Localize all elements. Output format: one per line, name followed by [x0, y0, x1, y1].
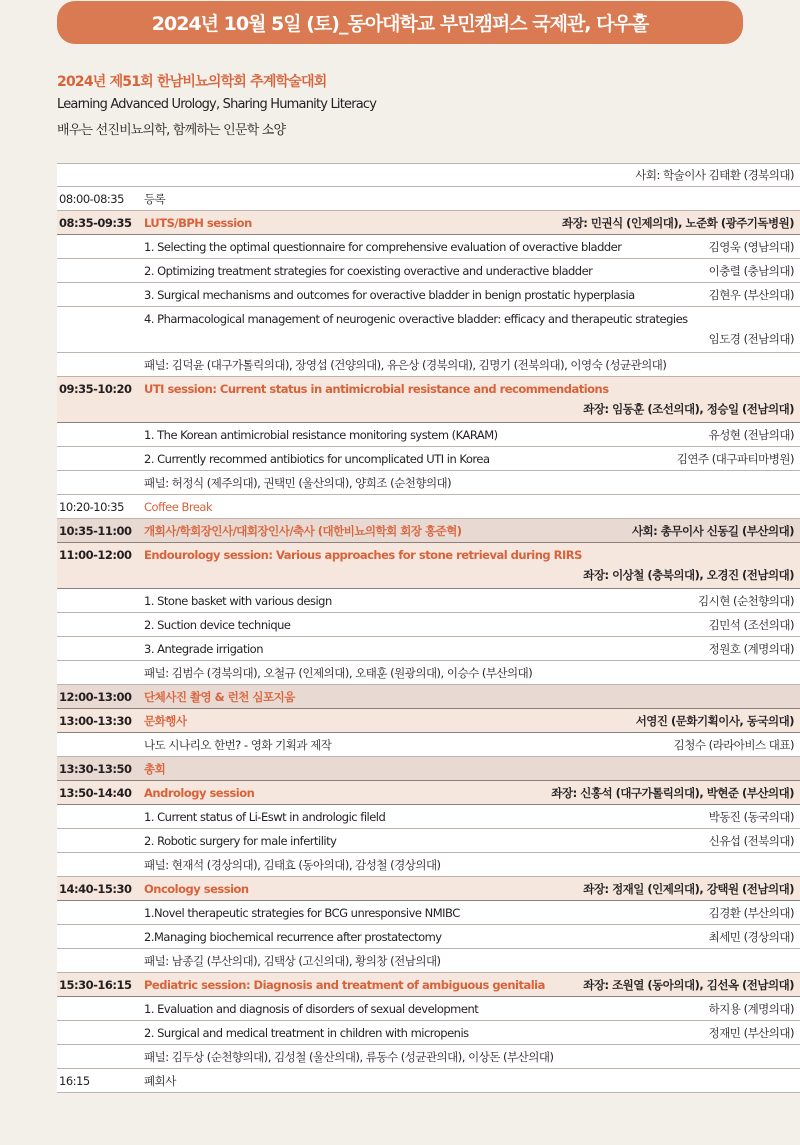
- title-cell: Pediatric session: Diagnosis and treatment of ambiguous genitalia: [144, 977, 545, 992]
- time-cell: 14:40-15:30: [59, 881, 132, 896]
- table-row: [57, 447, 800, 471]
- table-row: [57, 283, 800, 307]
- title-cell: 개회사/학회장인사/대회장인사/축사 (대한비뇨의학회 회장 홍준혁): [144, 523, 462, 538]
- table-row: [57, 613, 800, 637]
- title-cell: 2. Suction device technique: [144, 617, 291, 632]
- time-cell: 10:20-10:35: [59, 499, 124, 514]
- speaker-cell: 사회: 총무이사 신동길 (부산의대): [631, 523, 794, 538]
- time-cell: 12:00-13:00: [59, 689, 132, 704]
- time-cell: 10:35-11:00: [59, 523, 132, 538]
- title-cell: Endourology session: Various approaches for stone retrieval during RIRS: [144, 548, 582, 562]
- speaker-cell: 하지용 (계명의대): [708, 1001, 794, 1016]
- speaker-cell: 서영진 (문화기획이사, 동국의대): [635, 713, 794, 728]
- title-cell: 1. Stone basket with various design: [144, 593, 332, 608]
- schedule-table: [57, 163, 800, 1093]
- title-cell: 총회: [144, 761, 166, 776]
- session-row: [57, 781, 800, 805]
- table-row: [57, 997, 800, 1021]
- session-row: [57, 211, 800, 235]
- title-cell: 1. Selecting the optimal questionnaire for comprehensive evaluation of overactive bladder: [144, 239, 622, 254]
- table-row: [57, 1069, 800, 1093]
- table-row: [57, 423, 800, 447]
- session-row: [57, 685, 800, 709]
- title-cell: 단체사진 촬영 & 런천 심포지움: [144, 689, 295, 704]
- session-row: [57, 543, 800, 589]
- table-row: [57, 187, 800, 211]
- time-cell: 13:30-13:50: [59, 761, 132, 776]
- speaker-cell: 좌장: 민권식 (인제의대), 노준화 (광주기독병원): [562, 215, 794, 230]
- time-cell: 13:00-13:30: [59, 713, 132, 728]
- title-cell: Andrology session: [144, 785, 255, 800]
- time-cell: 16:15: [59, 1073, 90, 1088]
- subtitle-english: Learning Advanced Urology, Sharing Humanity Literacy: [57, 97, 377, 112]
- table-row: [57, 163, 800, 187]
- title-cell: UTI session: Current status in antimicrobial resistance and recommendations: [144, 382, 609, 396]
- title-cell: 패널: 남종길 (부산의대), 김택상 (고신의대), 황의창 (전남의대): [144, 953, 441, 968]
- speaker-cell: 임도경 (전남의대): [708, 332, 794, 346]
- speaker-cell: 좌장: 조원열 (동아의대), 김선옥 (전남의대): [583, 977, 794, 992]
- table-row: [57, 733, 800, 757]
- title-cell: Coffee Break: [144, 499, 213, 514]
- title-cell: 3. Surgical mechanisms and outcomes for overactive bladder in benign prostatic hyperplasia: [144, 287, 635, 302]
- time-cell: 08:35-09:35: [59, 215, 132, 230]
- time-cell: 11:00-12:00: [59, 548, 132, 562]
- title-cell: 패널: 김두상 (순천향의대), 김성철 (울산의대), 류동수 (성균관의대), 이상돈 (부산의대): [144, 1049, 554, 1064]
- table-row: [57, 853, 800, 877]
- time-cell: 15:30-16:15: [59, 977, 132, 992]
- speaker-cell: 좌장: 정재일 (인제의대), 강택원 (전남의대): [583, 881, 794, 896]
- subtitle-korean: 배우는 선진비뇨의학, 함께하는 인문학 소양: [57, 123, 286, 138]
- title-cell: 1. Evaluation and diagnosis of disorders of sexual development: [144, 1001, 479, 1016]
- speaker-cell: 좌장: 신홍석 (대구가톨릭의대), 박현준 (부산의대): [551, 785, 794, 800]
- title-cell: 패널: 현재석 (경상의대), 김태효 (동아의대), 감성철 (경상의대): [144, 857, 441, 872]
- title-cell: 등록: [144, 191, 166, 206]
- speaker-cell: 이충렬 (충남의대): [708, 263, 794, 278]
- title-cell: 문화행사: [144, 713, 187, 728]
- speaker-cell: 유성현 (전남의대): [708, 427, 794, 442]
- title-cell: 2.Managing biochemical recurrence after prostatectomy: [144, 929, 442, 944]
- table-row: [57, 949, 800, 973]
- table-row: [57, 471, 800, 495]
- table-row: [57, 925, 800, 949]
- speaker-cell: 김현우 (부산의대): [708, 287, 794, 302]
- title-cell: 폐회사: [144, 1073, 176, 1088]
- session-row: [57, 377, 800, 423]
- title-cell: 나도 시나리오 한번? - 영화 기획과 제작: [144, 737, 332, 752]
- speaker-cell: 김연주 (대구파티마병원): [676, 451, 794, 466]
- title-cell: 패널: 김범수 (경북의대), 오철규 (인제의대), 오태훈 (원광의대), 이승수 (부산의대): [144, 665, 533, 680]
- title-cell: 2. Optimizing treatment strategies for coexisting overactive and underactive bladder: [144, 263, 593, 278]
- table-row: [57, 589, 800, 613]
- speaker-cell: 좌장: 임동훈 (조선의대), 정승일 (전남의대): [583, 402, 794, 416]
- conference-title: 2024년 제51회 한남비뇨의학회 추계학술대회: [57, 74, 327, 90]
- speaker-cell: 김민석 (조선의대): [708, 617, 794, 632]
- title-cell: Oncology session: [144, 881, 249, 896]
- speaker-cell: 박동진 (동국의대): [708, 809, 794, 824]
- title-cell: 4. Pharmacological management of neurogenic overactive bladder: efficacy and therapeutic strategies: [144, 312, 688, 326]
- session-row: [57, 519, 800, 543]
- title-cell: LUTS/BPH session: [144, 215, 252, 230]
- speaker-cell: 정원호 (계명의대): [708, 641, 794, 656]
- title-cell: 1.Novel therapeutic strategies for BCG unresponsive NMIBC: [144, 905, 460, 920]
- title-cell: 2. Currently recommed antibiotics for uncomplicated UTI in Korea: [144, 451, 490, 466]
- table-row: [57, 637, 800, 661]
- session-row: [57, 877, 800, 901]
- table-row: [57, 805, 800, 829]
- time-cell: 08:00-08:35: [59, 191, 124, 206]
- table-row: [57, 901, 800, 925]
- speaker-cell: 김영욱 (영남의대): [708, 239, 794, 254]
- table-row: [57, 235, 800, 259]
- table-row: [57, 1045, 800, 1069]
- title-cell: 1. Current status of Li-Eswt in andrologic fileld: [144, 809, 386, 824]
- title-cell: 2. Robotic surgery for male infertility: [144, 833, 337, 848]
- table-row: [57, 829, 800, 853]
- speaker-cell: 김경환 (부산의대): [708, 905, 794, 920]
- time-cell: 09:35-10:20: [59, 382, 132, 396]
- table-row: [57, 661, 800, 685]
- title-cell: 패널: 허정식 (제주의대), 권택민 (울산의대), 양희조 (순천향의대): [144, 475, 452, 490]
- session-row: [57, 709, 800, 733]
- table-row: [57, 259, 800, 283]
- title-cell: 3. Antegrade irrigation: [144, 641, 263, 656]
- time-cell: 13:50-14:40: [59, 785, 132, 800]
- speaker-cell: 사회: 학술이사 김태환 (경북의대): [635, 168, 794, 182]
- event-banner: 2024년 10월 5일 (토)_동아대학교 부민캠퍼스 국제관, 다우홀: [57, 1, 743, 44]
- table-row: [57, 1021, 800, 1045]
- speaker-cell: 최세민 (경상의대): [708, 929, 794, 944]
- table-row: [57, 307, 800, 353]
- speaker-cell: 좌장: 이상철 (충북의대), 오경진 (전남의대): [583, 568, 794, 582]
- table-row: [57, 495, 800, 519]
- session-row: [57, 973, 800, 997]
- title-cell: 패널: 김덕윤 (대구가톨릭의대), 장영섭 (건양의대), 유은상 (경북의대), 김명기 (전북의대), 이영숙 (성균관의대): [144, 357, 667, 372]
- speaker-cell: 정재민 (부산의대): [708, 1025, 794, 1040]
- speaker-cell: 신유섭 (전북의대): [708, 833, 794, 848]
- table-row: [57, 353, 800, 377]
- speaker-cell: 김시현 (순천향의대): [698, 593, 794, 608]
- session-row: [57, 757, 800, 781]
- title-cell: 1. The Korean antimicrobial resistance monitoring system (KARAM): [144, 427, 498, 442]
- title-cell: 2. Surgical and medical treatment in children with micropenis: [144, 1025, 469, 1040]
- speaker-cell: 김청수 (라라아비스 대표): [673, 737, 794, 752]
